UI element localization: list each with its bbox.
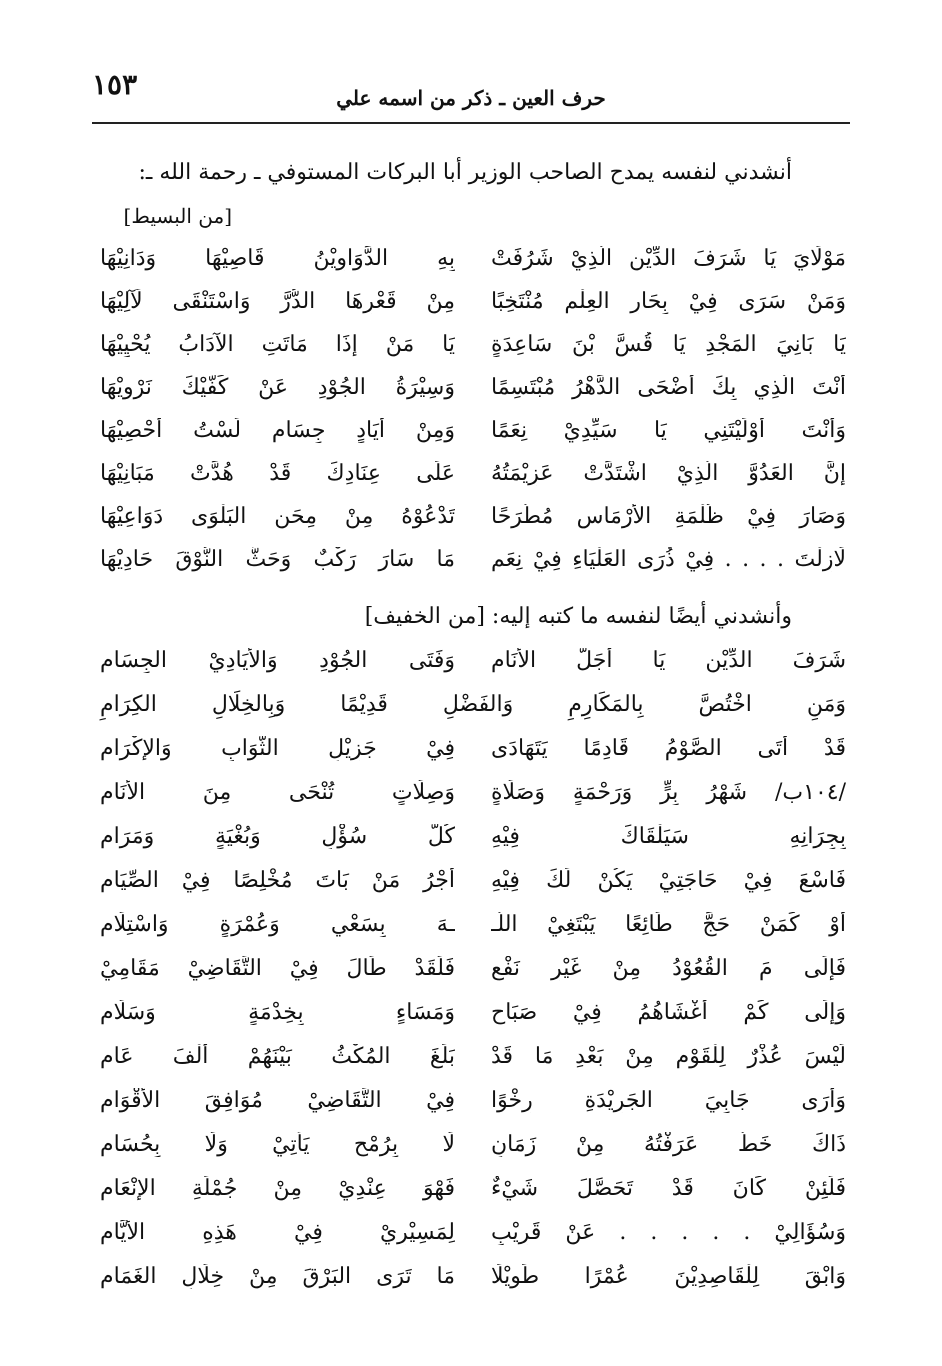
verse-row — [100, 1000, 846, 1040]
verse-row — [100, 956, 846, 996]
second-hemistich: بَلَغَ المُكْثُ بَيْنَهُمْ أَلْفَ عَامِ — [100, 1044, 455, 1069]
first-hemistich: وَابْقَ لِلْقَاصِدِيْنَ عُمْرًا طَوِيْلًا — [491, 1264, 846, 1289]
second-hemistich: أَجْرُ مَنْ بَاتَ مُخْلِصًا فِيْ الصِّيَامِ — [100, 868, 455, 893]
second-hemistich: وَصِلَاتٍ تُنْحَى مِنَ الأَنَامِ — [100, 780, 455, 805]
first-hemistich: وَإِلَى كَمْ أَغْشَاهُمُ فِيْ صَبَاحٍ — [491, 1000, 846, 1025]
second-hemistich: عَلَى عِنَادِكَ قَدْ هُدَّتْ مَبَانِيْهَا — [100, 461, 455, 486]
first-hemistich: مَوْلَايَ يَا شَرَفَ الدِّيْنِ الَّذِيْ شَرُفَتْ — [491, 246, 846, 271]
running-title: حرف العين ـ ذكر من اسمه علي — [336, 86, 606, 110]
verse-row — [100, 418, 846, 458]
first-hemistich: /١٠٤ب/ شَهْرُ بِرٍّ وَرَحْمَةٍ وَصَلَاةٍ — [491, 780, 846, 805]
verse-row — [100, 912, 846, 952]
first-hemistich: بِجِرَانِهِ سَيَلْقَاكَ فِيْهِ — [491, 824, 846, 849]
second-hemistich: وَمِنْ أَيَادٍ جِسَامٍ لَسْتُ أُحْصِيْهَا — [100, 418, 455, 443]
verse-row — [100, 780, 846, 820]
first-hemistich: لَازِلْتَ . . . . فِيْ ذُرَى العَلْيَاءِ فِيْ نِعَمٍ — [491, 547, 846, 572]
second-hemistich: وَفَتَى الجُوْدِ وَالأَيَادِيْ الجِسَامِ — [100, 648, 455, 673]
verse-row — [100, 1264, 846, 1304]
second-hemistich: فِيْ التَّقَاضِيْ مُوَافِقَ الأَقْوَامِ — [100, 1088, 455, 1113]
first-hemistich: وَأَنْتَ أَوْلَيْتَنِي يَا سَيِّدِيْ نِعَمًا — [491, 418, 846, 443]
verse-row — [100, 332, 846, 372]
verse-row — [100, 504, 846, 544]
first-hemistich: ذَاكَ خَطٌّ عَرَفْتُهُ مِنْ زَمَانٍ — [491, 1132, 846, 1157]
verse-row — [100, 1044, 846, 1084]
header-rule — [92, 122, 850, 124]
second-hemistich: وَمَسَاءٍ بِخِدْمَةٍ وَسَلَامِ — [100, 1000, 455, 1025]
verse-row — [100, 461, 846, 501]
verse-row — [100, 1132, 846, 1172]
first-hemistich: إِنَّ العَدُوَّ الَّذِيْ اشْتَدَّتْ عَزِيْمَتُهُ — [491, 461, 846, 486]
poem1-intro: أنشدني لنفسه يمدح الصاحب الوزير أبا البركات المستوفي ـ رحمة الله ـ: — [138, 160, 792, 185]
first-hemistich: لَيْسَ عُذْرٌ لِلْقَوْمِ مِنْ بَعْدِ مَا قَدْ — [491, 1044, 846, 1069]
verse-row — [100, 868, 846, 908]
page-number: ١٥٣ — [92, 68, 138, 101]
first-hemistich: أَوْ كَمَنْ حَجَّ طَائِعًا يَبْتَغِيْ اللَّـ — [491, 912, 846, 937]
first-hemistich: فَاسْعَ فِيْ حَاجَتِيْ يَكُنْ لَكَ فِيْهِ — [491, 868, 846, 893]
first-hemistich: وَأَرَى جَابِيَ الجَرِيْدَةِ رِخْوًا — [491, 1088, 846, 1113]
verse-row — [100, 289, 846, 329]
second-hemistich: وَسِيْرَةُ الجُوْدِ عَنْ كَفَّيْكَ نَرْوِيْهَا — [100, 375, 455, 400]
poem1-meter: [من البسيط] — [123, 204, 232, 228]
second-hemistich: فَهْوَ عِنْدِيْ مِنْ جُمْلَةِ الإِنْعَامِ — [100, 1176, 455, 1201]
second-hemistich: مَا سَارَ رَكْبٌ وَحَثَّ النُّوْقَ حَادِيْهَا — [100, 547, 455, 572]
verse-row — [100, 1220, 846, 1260]
verse-row — [100, 824, 846, 864]
first-hemistich: قَدْ أَتَى الصَّوْمُ قَادِمًا يَتَهَادَى — [491, 736, 846, 761]
verse-row — [100, 648, 846, 688]
verse-row — [100, 736, 846, 776]
second-hemistich: لَا بِرُمْحٍ يَأْتِيْ وَلَا بِحُسَامِ — [100, 1132, 455, 1157]
second-hemistich: فِيْ جَزِيْلِ الثَّوَابِ وَالإِكْرَامِ — [100, 736, 455, 761]
second-hemistich: لِمَسِيْرِيْ فِيْ هَذِهِ الأَيَّامِ — [100, 1220, 455, 1245]
second-hemistich: مَا تَرَى البَرْقَ مِنْ خِلَالِ الغَمَامِ — [100, 1264, 455, 1289]
page-header — [92, 66, 850, 122]
first-hemistich: يَا بَانِيَ المَجْدِ يَا قُسَّ بْنَ سَاعِدَةٍ — [491, 332, 846, 357]
second-hemistich: مِنْ قَعْرِهَا الدُّرَّ وَاسْتَنْقَى لَآلِيْهَا — [100, 289, 455, 314]
verse-row — [100, 375, 846, 415]
first-hemistich: وَسُؤَالِيْ . . . . . عَنْ قَرِيْبٍ — [491, 1220, 846, 1245]
first-hemistich: وَمَنْ سَرَى فِيْ بِحَارِ العِلْمِ مُنْتَخِبًا — [491, 289, 846, 314]
second-hemistich: بِهِ الدَّوَاوِيْنُ قَاصِيْهَا وَدَانِيْهَا — [100, 246, 455, 271]
full-width-verse: وَمَنِ اخْتُصَّ بِالمَكَارِمِ وَالفَضْلِ قَدِيْمًا وَبِالخِلَالِ الكِرَامِ — [100, 692, 846, 717]
second-hemistich: ـهَ بِسَعْيٍ وَعُمْرَةٍ وَاسْتِلَامِ — [100, 912, 455, 937]
verse-row — [100, 1176, 846, 1216]
second-hemistich: فَلَقَدْ طَالَ فِيْ التَّقَاضِيْ مَقَامِيْ — [100, 956, 455, 981]
second-hemistich: يَا مَنْ إِذَا مَاتَتِ الآدَابُ يُحْيِيْهَا — [100, 332, 455, 357]
first-hemistich: فَإِلَى مَ القُعُوْدُ مِنْ غَيْرِ نَفْعٍ — [491, 956, 846, 981]
poem2-intro: وأنشدني أيضًا لنفسه ما كتبه إليه: [من الخفيف] — [364, 604, 792, 629]
verse-row — [100, 547, 846, 587]
verse-row — [100, 1088, 846, 1128]
first-hemistich: أَنْتَ الَّذِي بِكَ أَضْحَى الدَّهْرُ مُبْتَسِمًا — [491, 375, 846, 400]
second-hemistich: كُلُّ سُؤْلٍ وَبُغْيَةٍ وَمَرَامِ — [100, 824, 455, 849]
first-hemistich: شَرَفَ الدِّيْنِ يَا أَجَلَّ الأَنَامِ — [491, 648, 846, 673]
second-hemistich: تَدْعُوْهُ مِنْ مِحَنِ البَلْوَى دَوَاعِيْهَا — [100, 504, 455, 529]
first-hemistich: فَلَئِنْ كَانَ قَدْ تَحَصَّلَ شَيْءٌ — [491, 1176, 846, 1201]
verse-row — [100, 246, 846, 286]
first-hemistich: وَصَارَ فِيْ ظُلْمَةِ الأَرْمَاسِ مُطَّرَحًا — [491, 504, 846, 529]
